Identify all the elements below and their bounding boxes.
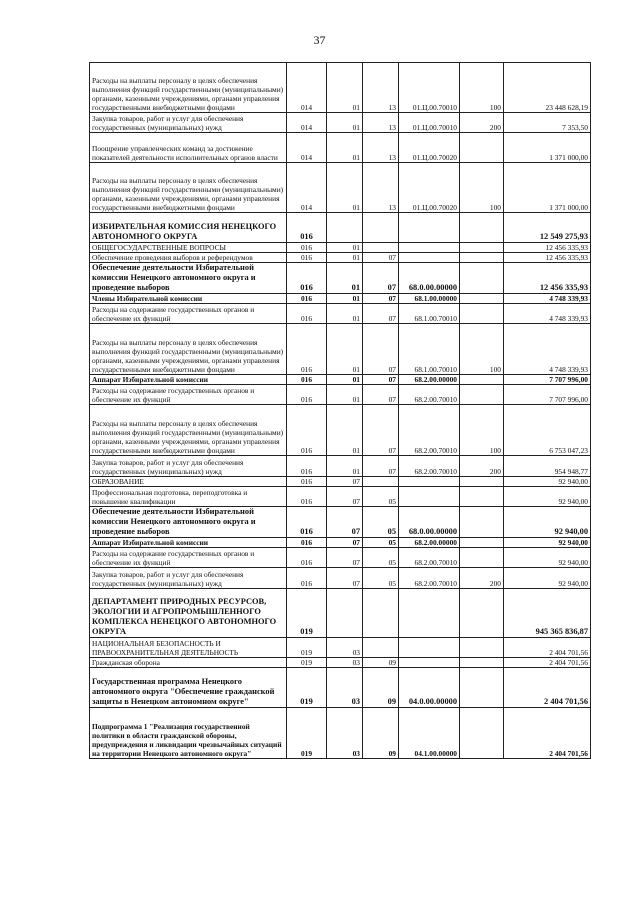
cell-pr: 07	[363, 263, 399, 294]
cell-sum: 6 753 047,23	[504, 405, 591, 456]
cell-rz: 01	[327, 405, 363, 456]
table-body	[90, 63, 591, 759]
cell-sum: 12 456 335,93	[504, 253, 591, 263]
table-row	[90, 294, 591, 304]
cell-csr: 68.1.00.00000	[399, 294, 460, 304]
cell-ved: 016	[287, 213, 327, 243]
table-row	[90, 63, 591, 113]
table-row	[90, 163, 591, 213]
table-row	[90, 133, 591, 163]
cell-csr: 04.1.00.00000	[399, 708, 460, 759]
cell-ved: 016	[287, 456, 327, 477]
cell-name: Расходы на выплаты персоналу в целях обеспечения выполнения функций государственными (муниципальными) органами, казенными учреждениями, органами управления государственными внебюджетными фондами	[90, 163, 287, 213]
cell-vr	[460, 477, 504, 487]
cell-rz: 01	[327, 385, 363, 405]
table-row	[90, 589, 591, 638]
cell-pr: 05	[363, 507, 399, 538]
cell-ved: 019	[287, 589, 327, 638]
cell-csr: 68.2.00.70010	[399, 456, 460, 477]
cell-vr	[460, 708, 504, 759]
table-row	[90, 658, 591, 668]
cell-ved: 014	[287, 113, 327, 133]
cell-pr: 13	[363, 113, 399, 133]
cell-ved: 016	[287, 243, 327, 253]
cell-rz: 07	[327, 487, 363, 507]
cell-ved: 014	[287, 63, 327, 113]
cell-rz: 01	[327, 456, 363, 477]
cell-pr: 07	[363, 294, 399, 304]
cell-pr: 09	[363, 658, 399, 668]
cell-pr: 13	[363, 133, 399, 163]
cell-ved: 016	[287, 324, 327, 375]
cell-name: ДЕПАРТАМЕНТ ПРИРОДНЫХ РЕСУРСОВ, ЭКОЛОГИИ И АГРОПРОМЫШЛЕННОГО КОМПЛЕКСА НЕНЕЦКОГО АВТОНОМНОГО ОКРУГА	[90, 589, 287, 638]
cell-name: Закупка товаров, работ и услуг для обеспечения государственных (муниципальных) нужд	[90, 113, 287, 133]
cell-rz: 01	[327, 133, 363, 163]
cell-vr	[460, 294, 504, 304]
cell-ved: 019	[287, 638, 327, 658]
cell-rz	[327, 213, 363, 243]
cell-csr	[399, 213, 460, 243]
cell-vr	[460, 658, 504, 668]
cell-rz: 01	[327, 253, 363, 263]
table-row	[90, 263, 591, 294]
cell-vr: 200	[460, 568, 504, 589]
table-row	[90, 385, 591, 405]
cell-vr	[460, 213, 504, 243]
cell-ved: 016	[287, 375, 327, 385]
cell-sum: 7 707 996,00	[504, 385, 591, 405]
table-row	[90, 708, 591, 759]
cell-vr: 100	[460, 405, 504, 456]
cell-pr: 07	[363, 385, 399, 405]
cell-name: Расходы на содержание государственных органов и обеспечение их функций	[90, 548, 287, 568]
cell-rz: 03	[327, 668, 363, 708]
cell-rz: 01	[327, 304, 363, 324]
cell-name: Закупка товаров, работ и услуг для обеспечения государственных (муниципальных) нужд	[90, 568, 287, 589]
cell-rz: 07	[327, 477, 363, 487]
cell-csr: 04.0.00.00000	[399, 668, 460, 708]
cell-ved: 014	[287, 133, 327, 163]
table-row	[90, 243, 591, 253]
table-row	[90, 456, 591, 477]
cell-vr	[460, 253, 504, 263]
cell-csr: 68.2.00.70010	[399, 405, 460, 456]
cell-sum: 4 748 339,93	[504, 294, 591, 304]
cell-rz: 01	[327, 243, 363, 253]
cell-sum: 1 371 000,00	[504, 133, 591, 163]
table-row	[90, 507, 591, 538]
cell-csr	[399, 477, 460, 487]
cell-name: Аппарат Избирательной комиссии	[90, 538, 287, 548]
cell-pr: 07	[363, 324, 399, 375]
table-row	[90, 304, 591, 324]
cell-csr: 01.Ц.00.70010	[399, 113, 460, 133]
cell-vr	[460, 507, 504, 538]
cell-name: Подпрограмма 1 "Реализация государственной политики в области гражданской обороны, предупреждения и ликвидации чрезвычайных ситуаций на территории Ненецкого автономного округа"	[90, 708, 287, 759]
cell-sum: 12 456 335,93	[504, 243, 591, 253]
cell-sum: 12 549 275,93	[504, 213, 591, 243]
budget-table	[89, 62, 591, 759]
cell-ved: 014	[287, 163, 327, 213]
cell-pr	[363, 213, 399, 243]
cell-vr: 100	[460, 324, 504, 375]
cell-csr: 01.Ц.00.70010	[399, 63, 460, 113]
cell-sum: 92 940,00	[504, 477, 591, 487]
cell-csr: 68.2.00.70010	[399, 568, 460, 589]
cell-csr	[399, 253, 460, 263]
table-row	[90, 568, 591, 589]
cell-ved: 016	[287, 568, 327, 589]
cell-csr: 68.0.00.00000	[399, 507, 460, 538]
cell-csr: 01.Ц.00.70020	[399, 163, 460, 213]
cell-sum: 2 404 701,56	[504, 658, 591, 668]
cell-vr: 100	[460, 163, 504, 213]
cell-sum: 2 404 701,56	[504, 638, 591, 658]
cell-name: Обеспечение деятельности Избирательной комиссии Ненецкого автономного округа и проведение выборов	[90, 507, 287, 538]
table-row	[90, 668, 591, 708]
cell-vr	[460, 263, 504, 294]
cell-ved: 016	[287, 294, 327, 304]
table-row	[90, 253, 591, 263]
cell-rz: 01	[327, 263, 363, 294]
cell-csr: 68.2.00.70010	[399, 385, 460, 405]
cell-name: Закупка товаров, работ и услуг для обеспечения государственных (муниципальных) нужд	[90, 456, 287, 477]
cell-pr	[363, 589, 399, 638]
cell-vr	[460, 243, 504, 253]
cell-rz: 07	[327, 538, 363, 548]
cell-name: Расходы на выплаты персоналу в целях обеспечения выполнения функций государственными (муниципальными) органами, казенными учреждениями, органами управления государственными внебюджетными фондами	[90, 63, 287, 113]
table-row	[90, 113, 591, 133]
cell-pr: 05	[363, 538, 399, 548]
cell-sum: 945 365 836,87	[504, 589, 591, 638]
cell-ved: 019	[287, 708, 327, 759]
page-number: 37	[313, 33, 326, 47]
cell-pr: 13	[363, 63, 399, 113]
cell-ved: 016	[287, 487, 327, 507]
cell-rz: 07	[327, 568, 363, 589]
cell-sum: 92 940,00	[504, 538, 591, 548]
cell-ved: 016	[287, 477, 327, 487]
cell-csr	[399, 638, 460, 658]
cell-ved: 016	[287, 263, 327, 294]
cell-rz: 01	[327, 324, 363, 375]
cell-rz: 07	[327, 548, 363, 568]
cell-vr	[460, 548, 504, 568]
cell-pr: 09	[363, 708, 399, 759]
cell-vr: 200	[460, 456, 504, 477]
cell-sum: 2 404 701,56	[504, 708, 591, 759]
cell-pr: 05	[363, 548, 399, 568]
cell-sum: 2 404 701,56	[504, 668, 591, 708]
cell-pr	[363, 243, 399, 253]
cell-csr	[399, 658, 460, 668]
cell-pr	[363, 477, 399, 487]
cell-csr	[399, 487, 460, 507]
cell-name: Расходы на выплаты персоналу в целях обеспечения выполнения функций государственными (муниципальными) органами, казенными учреждениями, органами управления государственными внебюджетными фондами	[90, 324, 287, 375]
cell-name: Обеспечение проведения выборов и референдумов	[90, 253, 287, 263]
table-row	[90, 538, 591, 548]
cell-pr: 09	[363, 668, 399, 708]
cell-pr: 05	[363, 487, 399, 507]
cell-rz: 03	[327, 658, 363, 668]
table-row	[90, 324, 591, 375]
cell-csr: 68.1.00.70010	[399, 324, 460, 375]
cell-csr	[399, 243, 460, 253]
cell-vr	[460, 638, 504, 658]
cell-csr: 01.Ц.00.70020	[399, 133, 460, 163]
cell-sum: 4 748 339,93	[504, 324, 591, 375]
cell-ved: 016	[287, 538, 327, 548]
cell-rz: 01	[327, 375, 363, 385]
cell-rz: 01	[327, 113, 363, 133]
cell-name: Поощрение управленческих команд за достижение показателей деятельности исполнительных органов власти	[90, 133, 287, 163]
cell-sum: 7 353,50	[504, 113, 591, 133]
cell-csr: 68.1.00.70010	[399, 304, 460, 324]
cell-name: ОБРАЗОВАНИЕ	[90, 477, 287, 487]
cell-name: Расходы на содержание государственных органов и обеспечение их функций	[90, 385, 287, 405]
cell-ved: 019	[287, 658, 327, 668]
table-row	[90, 375, 591, 385]
cell-vr	[460, 375, 504, 385]
table-row	[90, 213, 591, 243]
cell-sum: 23 448 628,19	[504, 63, 591, 113]
table-row	[90, 487, 591, 507]
cell-csr: 68.2.00.00000	[399, 375, 460, 385]
cell-ved: 016	[287, 304, 327, 324]
cell-vr	[460, 668, 504, 708]
cell-rz	[327, 589, 363, 638]
cell-vr	[460, 538, 504, 548]
cell-sum: 954 948,77	[504, 456, 591, 477]
cell-csr: 68.0.00.00000	[399, 263, 460, 294]
cell-pr: 07	[363, 253, 399, 263]
cell-sum: 92 940,00	[504, 568, 591, 589]
cell-vr	[460, 487, 504, 507]
table-row	[90, 405, 591, 456]
cell-pr	[363, 638, 399, 658]
cell-rz: 07	[327, 507, 363, 538]
table-row	[90, 548, 591, 568]
cell-sum: 1 371 000,00	[504, 163, 591, 213]
table-row	[90, 638, 591, 658]
cell-name: Расходы на содержание государственных органов и обеспечение их функций	[90, 304, 287, 324]
cell-pr: 07	[363, 456, 399, 477]
cell-ved: 016	[287, 507, 327, 538]
cell-vr	[460, 589, 504, 638]
cell-vr	[460, 385, 504, 405]
table-row	[90, 477, 591, 487]
cell-sum: 12 456 335,93	[504, 263, 591, 294]
cell-sum: 92 940,00	[504, 548, 591, 568]
cell-vr: 100	[460, 63, 504, 113]
cell-name: Профессиональная подготовка, переподготовка и повышение квалификации	[90, 487, 287, 507]
cell-vr	[460, 304, 504, 324]
cell-name: Члены Избирательной комиссии	[90, 294, 287, 304]
cell-name: ОБЩЕГОСУДАРСТВЕННЫЕ ВОПРОСЫ	[90, 243, 287, 253]
cell-rz: 03	[327, 708, 363, 759]
cell-name: Обеспечение деятельности Избирательной комиссии Ненецкого автономного округа и проведение выборов	[90, 263, 287, 294]
cell-sum: 92 940,00	[504, 487, 591, 507]
cell-pr: 05	[363, 568, 399, 589]
cell-pr: 07	[363, 405, 399, 456]
cell-vr: 200	[460, 113, 504, 133]
cell-ved: 016	[287, 385, 327, 405]
cell-name: Расходы на выплаты персоналу в целях обеспечения выполнения функций государственными (муниципальными) органами, казенными учреждениями, органами управления государственными внебюджетными фондами	[90, 405, 287, 456]
cell-ved: 016	[287, 253, 327, 263]
cell-name: Аппарат Избирательной комиссии	[90, 375, 287, 385]
cell-name: Гражданская оборона	[90, 658, 287, 668]
cell-rz: 03	[327, 638, 363, 658]
cell-pr: 13	[363, 163, 399, 213]
cell-ved: 016	[287, 405, 327, 456]
cell-csr: 68.2.00.70010	[399, 548, 460, 568]
cell-rz: 01	[327, 294, 363, 304]
cell-pr: 07	[363, 375, 399, 385]
cell-rz: 01	[327, 163, 363, 213]
cell-name: Государственная программа Ненецкого автономного округа "Обеспечение гражданской защиты в Ненецком автономном округе"	[90, 668, 287, 708]
cell-sum: 4 748 339,93	[504, 304, 591, 324]
cell-csr: 68.2.00.00000	[399, 538, 460, 548]
cell-rz: 01	[327, 63, 363, 113]
cell-pr: 07	[363, 304, 399, 324]
cell-ved: 016	[287, 548, 327, 568]
cell-sum: 7 707 996,00	[504, 375, 591, 385]
cell-csr	[399, 589, 460, 638]
cell-name: НАЦИОНАЛЬНАЯ БЕЗОПАСНОСТЬ И ПРАВООХРАНИТЕЛЬНАЯ ДЕЯТЕЛЬНОСТЬ	[90, 638, 287, 658]
cell-vr	[460, 133, 504, 163]
cell-name: ИЗБИРАТЕЛЬНАЯ КОМИССИЯ НЕНЕЦКОГО АВТОНОМНОГО ОКРУГА	[90, 213, 287, 243]
cell-sum: 92 940,00	[504, 507, 591, 538]
cell-ved: 019	[287, 668, 327, 708]
